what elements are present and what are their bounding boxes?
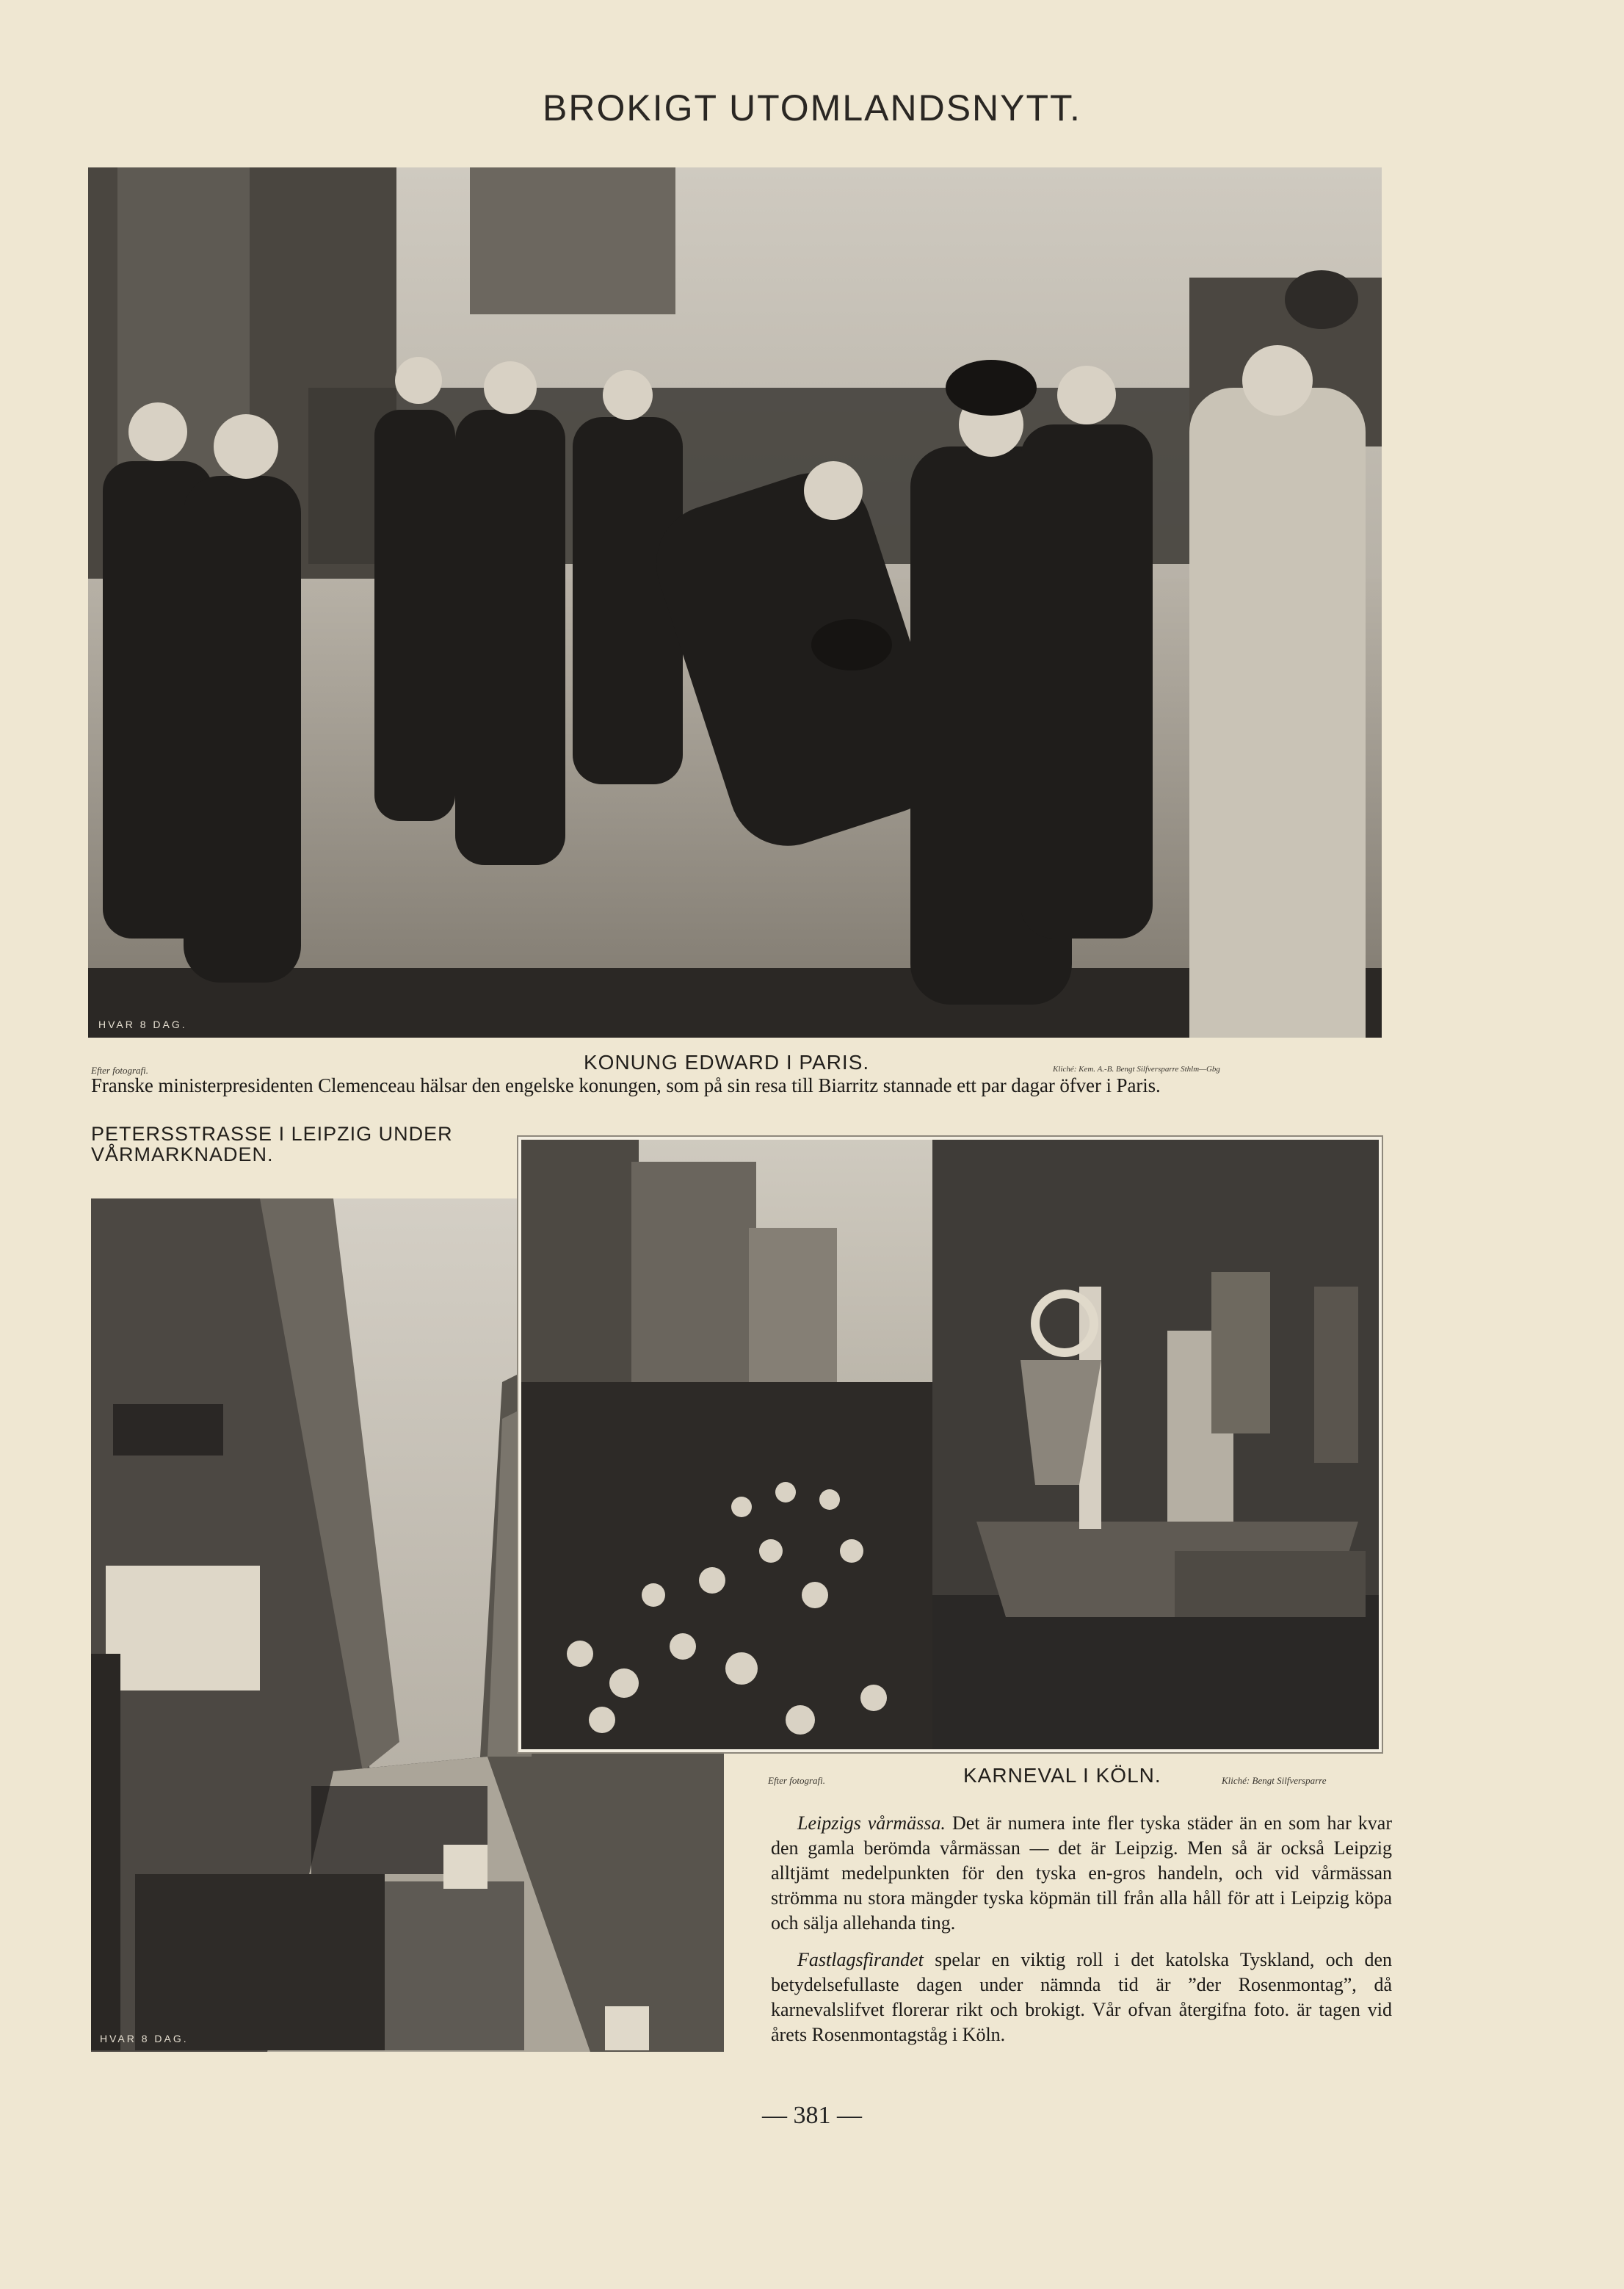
article-lead-fastlag: Fastlagsfirandet [797, 1949, 924, 1970]
page-number: — 381 — [762, 2102, 862, 2129]
photo-watermark: HVAR 8 DAG. [98, 1019, 187, 1030]
photo-karneval-koln-frame [518, 1137, 1382, 1752]
article-paragraph-leipzig [771, 1811, 1392, 1936]
photo-karneval-koln [521, 1140, 1379, 1749]
article-body-fastlag: spelar en viktig roll i det katolska Tyskland, och den betydelsefullaste dagen under nämnda tid är ”der Rosenmontag”, då karnevalslifvet florerar rikt och brokigt. Vår ofvan återgifna foto. är tagen vid årets Rosenmontagståg i Köln. [771, 1949, 1392, 2045]
photo-konung-edward-image [88, 167, 1382, 1038]
top-photo-credit-left: Efter fotografi. [91, 1065, 148, 1076]
top-photo-credit-right: Kliché: Kem. A.-B. Bengt Silfversparre Sthlm—Gbg [1053, 1065, 1220, 1074]
page-title: BROKIGT UTOMLANDSNYTT. [543, 87, 1081, 129]
koln-photo-credit-right: Kliché: Bengt Silfversparre [1222, 1775, 1327, 1786]
top-photo-caption: Franske ministerpresidenten Clemenceau hälsar den engelske konungen, som på sin resa till Biarritz stannade ett par dagar öfver i Paris. [91, 1074, 1161, 1096]
top-photo-heading: KONUNG EDWARD I PARIS. [584, 1051, 870, 1074]
article-body-leipzig: Det är numera inte fler tyska städer än en som har kvar den gamla berömda vårmässan — det är Leipzig. Men så är också Leipzig alltjämt medelpunkten för den tyska en-gros handeln, och vid vårmässan strömma nu stora mängder tyska köpmän till från alla håll för att i Leipzig köpa och sälja allehanda ting. [771, 1812, 1392, 1934]
photo-karneval-koln-image [521, 1140, 1379, 1749]
leipzig-photo-watermark: HVAR 8 DAG. [100, 2033, 189, 2044]
article-text [771, 1811, 1392, 2059]
koln-photo-credit-left: Efter fotografi. [768, 1775, 825, 1786]
photo-konung-edward [88, 167, 1382, 1038]
article-paragraph-fastlag [771, 1948, 1392, 2047]
leipzig-photo-heading: PETERSSTRASSE I LEIPZIG UNDER VÅRMARKNADEN. [91, 1123, 453, 1165]
koln-photo-heading: KARNEVAL I KÖLN. [963, 1764, 1161, 1787]
article-lead-leipzig: Leipzigs vårmässa. [797, 1812, 946, 1834]
